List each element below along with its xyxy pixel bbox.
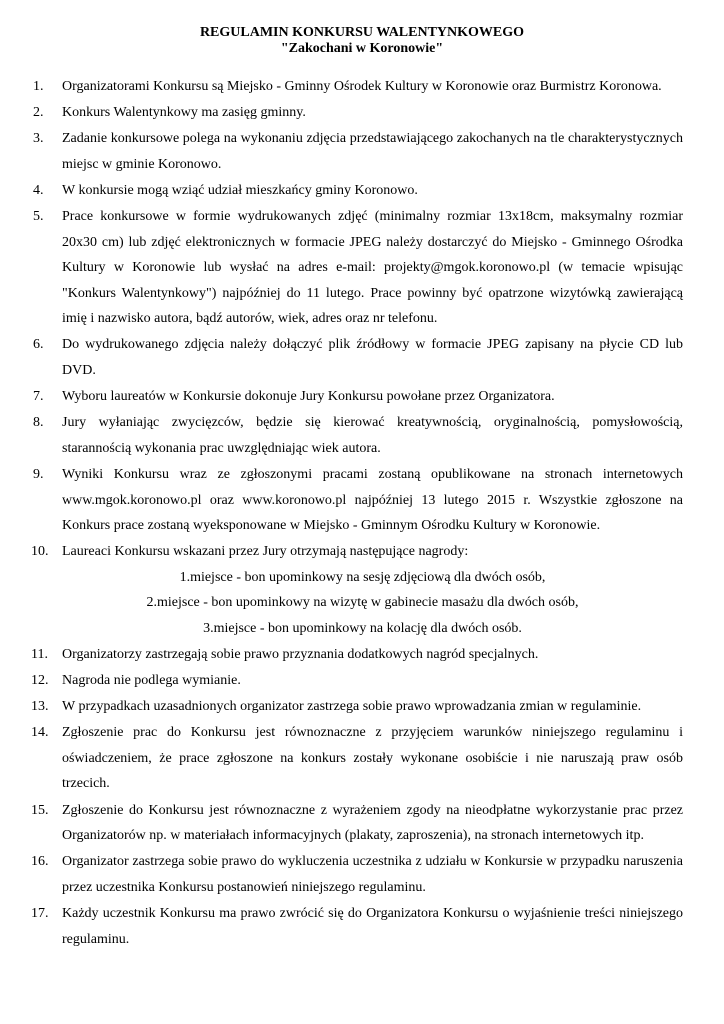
rules-list	[0, 74, 724, 953]
rule-item	[0, 642, 724, 668]
rule-number: 7.	[33, 389, 44, 405]
rule-item	[0, 178, 724, 204]
rule-number: 16.	[31, 854, 49, 870]
rule-text: Organizatorzy zastrzegają sobie prawo przyznania dodatkowych nagród specjalnych.	[62, 646, 539, 662]
rule-number: 8.	[33, 415, 44, 431]
rule-item	[0, 901, 724, 952]
rule-number: 5.	[33, 209, 44, 225]
rule-number: 9.	[33, 467, 44, 482]
prize-list	[42, 565, 683, 642]
rule-item	[0, 798, 724, 849]
rule-number: 17.	[31, 906, 49, 921]
rule-text: W przypadkach uzasadnionych organizator zastrzega sobie prawo wprowadzania zmian w regulaminie.	[62, 699, 642, 715]
rule-item	[0, 849, 724, 900]
rule-text: Zgłoszenie prac do Konkursu jest równoznaczne z przyjęciem warunków niniejszego regulaminu i oświadczeniem, że prace zgłoszone na konkurs zostały wykonane osobiście i nie naruszają praw osób trzecich.	[62, 725, 683, 792]
rule-item	[0, 720, 724, 797]
rule-item	[0, 694, 724, 720]
prize-second: 2.miejsce - bon upominkowy na wizytę w gabinecie masażu dla dwóch osób,	[146, 595, 579, 611]
rule-number: 13.	[31, 699, 49, 715]
rule-text: Konkurs Walentynkowy ma zasięg gminny.	[62, 105, 306, 121]
document-subtitle: "Zakochani w Koronowie"	[280, 41, 444, 56]
rule-item	[0, 462, 724, 539]
rule-text: Wyboru laureatów w Konkursie dokonuje Jury Konkursu powołane przez Organizatora.	[62, 389, 555, 405]
rule-number: 4.	[33, 183, 44, 199]
prize-first: 1.miejsce - bon upominkowy na sesję zdjęciową dla dwóch osób,	[179, 569, 546, 585]
document-title: REGULAMIN KONKURSU WALENTYNKOWEGO	[199, 25, 525, 40]
rule-item	[0, 74, 724, 100]
rule-number: 3.	[33, 131, 44, 147]
rule-text: Organizatorami Konkursu są Miejsko - Gminny Ośrodek Kultury w Koronowie oraz Burmistrz Koronowa.	[62, 79, 662, 94]
rule-number: 11.	[31, 646, 48, 662]
rule-number: 6.	[33, 337, 44, 353]
rule-number: 2.	[33, 105, 44, 121]
rule-number: 14.	[31, 725, 49, 741]
rule-item	[0, 204, 724, 332]
rule-number: 10.	[31, 544, 49, 560]
rule-item	[0, 410, 724, 461]
rule-text: Każdy uczestnik Konkursu ma prawo zwrócić się do Organizatora Konkursu o wyjaśnienie treści niniejszego regulaminu.	[62, 906, 683, 947]
rule-item	[0, 126, 724, 177]
rule-number: 1.	[33, 79, 44, 94]
rule-number: 15.	[31, 802, 49, 818]
rule-number: 12.	[31, 673, 49, 689]
rule-text: Nagroda nie podlega wymianie.	[62, 673, 241, 689]
rule-item-prizes	[0, 539, 724, 641]
rule-item	[0, 332, 724, 383]
rule-text: Zadanie konkursowe polega na wykonaniu zdjęcia przedstawiającego zakochanych na tle charakterystycznych miejsc w gminie Koronowo.	[62, 131, 683, 172]
rule-item	[0, 100, 724, 126]
rule-text: Laureaci Konkursu wskazani przez Jury otrzymają następujące nagrody:	[62, 544, 469, 560]
rule-text: W konkursie mogą wziąć udział mieszkańcy gminy Koronowo.	[62, 183, 418, 199]
rule-text: Prace konkursowe w formie wydrukowanych zdjęć (minimalny rozmiar 13x18cm, maksymalny rozmiar 20x30 cm) lub zdjęć elektronicznych w formacie JPEG należy dostarczyć do Miejsko - Gminnego Ośrodka Kultury w Koronowie lub wysłać na adres e-mail: projekty@mgok.koronowo.pl (w temacie wpisując "Konkurs Walentynkowy") najpóźniej do 11 lutego. Prace powinny być opatrzone wizytówką zawierającą imię i nazwisko autora, bądź autorów, wiek, adres oraz nr telefonu.	[62, 209, 683, 327]
rule-text: Wyniki Konkursu wraz ze zgłoszonymi pracami zostaną opublikowane na stronach internetowych www.mgok.koronowo.pl oraz www.koronowo.pl najpóźniej 13 lutego 2015 r. Wszystkie zgłoszone na Konkurs prace zostaną wyeksponowane w Miejsko - Gminnym Ośrodku Kultury w Koronowie.	[62, 467, 683, 533]
rule-item	[0, 384, 724, 410]
rule-text: Organizator zastrzega sobie prawo do wykluczenia uczestnika z udziału w Konkursie w przypadku naruszenia przez uczestnika Konkursu postanowień niniejszego regulaminu.	[62, 854, 683, 895]
rule-text: Do wydrukowanego zdjęcia należy dołączyć plik źródłowy w formacie JPEG zapisany na płycie CD lub DVD.	[62, 337, 683, 378]
rule-item	[0, 668, 724, 694]
prize-third: 3.miejsce - bon upominkowy na kolację dla dwóch osób.	[203, 620, 522, 636]
rule-text: Jury wyłaniając zwycięzców, będzie się kierować kreatywnością, oryginalnością, pomysłowością, starannością wykonania prac uwzględniając wiek autora.	[62, 415, 683, 456]
rule-text: Zgłoszenie do Konkursu jest równoznaczne z wyrażeniem zgody na nieodpłatne wykorzystanie prac przez Organizatorów np. w materiałach informacyjnych (plakaty, zaproszenia), na stronach internetowych itp.	[62, 802, 683, 844]
